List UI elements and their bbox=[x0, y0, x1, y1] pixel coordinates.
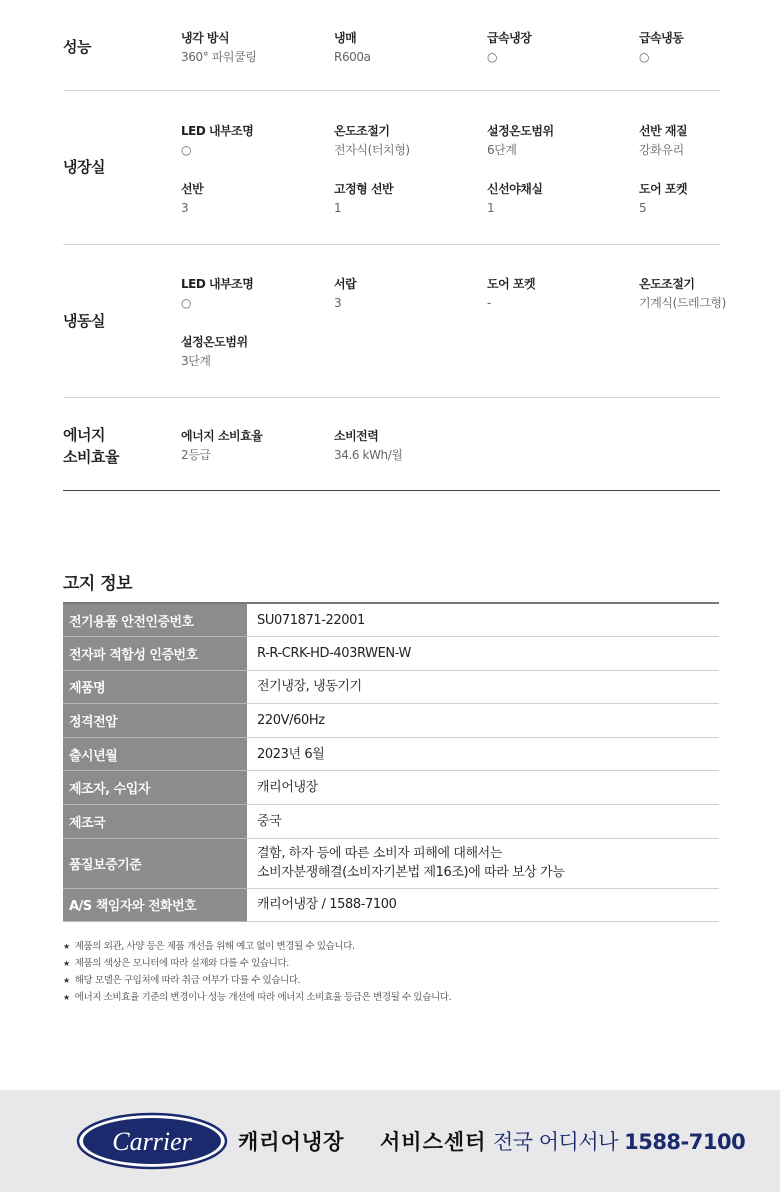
notice-label: 품질보증기준 bbox=[63, 838, 247, 888]
note-item bbox=[63, 989, 723, 1006]
section-title: 냉동실 bbox=[63, 312, 105, 330]
spec-label: LED 내부조명 bbox=[181, 124, 254, 138]
notice-value: R-R-CRK-HD-403RWEN-W bbox=[247, 637, 719, 671]
spec-label: LED 내부조명 bbox=[181, 277, 254, 291]
section-title: 냉장실 bbox=[63, 158, 105, 176]
spec-item bbox=[181, 334, 331, 369]
note-text: 제품의 외관, 사양 등은 제품 개선을 위해 예고 없이 변경될 수 있습니다. bbox=[74, 941, 355, 952]
spec-item bbox=[334, 123, 484, 158]
notice-value: 캐리어냉장 bbox=[247, 771, 719, 805]
spec-item bbox=[487, 123, 637, 158]
spec-label: 선반 bbox=[181, 182, 204, 196]
spec-value: 360° 파워쿨링 bbox=[181, 50, 257, 64]
notice-label: 정격전압 bbox=[63, 704, 247, 738]
notice-table bbox=[63, 602, 719, 922]
brand-name: 캐리어냉장 bbox=[238, 1130, 345, 1154]
section-title: 에너지 소비효율 bbox=[63, 426, 119, 466]
spec-label: 소비전력 bbox=[334, 429, 379, 443]
phone-number: 1588-7100 bbox=[624, 1130, 746, 1154]
spec-label: 급속냉동 bbox=[639, 31, 684, 45]
notice-value: 캐리어냉장 / 1588-7100 bbox=[247, 888, 719, 922]
call-prefix: 전국 어디서나 bbox=[493, 1130, 618, 1154]
spec-value: ○ bbox=[639, 50, 650, 64]
notice-label: 전자파 적합성 인증번호 bbox=[63, 637, 247, 671]
spec-item bbox=[334, 181, 484, 216]
notice-value: 2023년 6월 bbox=[247, 737, 719, 771]
spec-item bbox=[639, 181, 780, 216]
note-item bbox=[63, 955, 723, 972]
spec-label: 냉각 방식 bbox=[181, 31, 230, 45]
note-item bbox=[63, 972, 723, 989]
spec-section-performance bbox=[63, 0, 720, 91]
spec-label: 설정온도범위 bbox=[487, 124, 554, 138]
spec-value: 전자식(터치형) bbox=[334, 143, 410, 157]
spec-value: 3단계 bbox=[181, 354, 211, 368]
spec-value: ○ bbox=[487, 50, 498, 64]
spec-value: 1 bbox=[487, 201, 495, 215]
spec-section-freezer bbox=[63, 245, 726, 398]
spec-item bbox=[334, 428, 484, 463]
spec-item bbox=[181, 181, 331, 216]
spec-label: 고정형 선반 bbox=[334, 182, 394, 196]
notice-value: SU071871-22001 bbox=[247, 603, 719, 637]
spec-value: 2등급 bbox=[181, 448, 211, 462]
spec-label: 설정온도범위 bbox=[181, 335, 248, 349]
spec-section-energy bbox=[63, 398, 720, 491]
star-icon: ★ bbox=[63, 959, 70, 968]
spec-item bbox=[639, 30, 780, 65]
logo-text: Carrier bbox=[112, 1127, 192, 1156]
table-row bbox=[63, 670, 719, 704]
spec-label: 냉매 bbox=[334, 31, 357, 45]
section-title: 성능 bbox=[63, 38, 91, 56]
notice-value: 220V/60Hz bbox=[247, 704, 719, 738]
spec-label: 서랍 bbox=[334, 277, 357, 291]
spec-value: 5 bbox=[639, 201, 647, 215]
spec-value: 강화유리 bbox=[639, 143, 684, 157]
notice-label: A/S 책임자와 전화번호 bbox=[63, 888, 247, 922]
spec-item bbox=[334, 276, 484, 311]
spec-label: 신선야채실 bbox=[487, 182, 543, 196]
table-row bbox=[63, 737, 719, 771]
spec-label: 에너지 소비효율 bbox=[181, 429, 263, 443]
spec-value: ○ bbox=[181, 143, 192, 157]
spec-item bbox=[487, 181, 637, 216]
notice-label: 제조자, 수입자 bbox=[63, 771, 247, 805]
spec-value: 3 bbox=[334, 296, 342, 310]
spec-value: R600a bbox=[334, 50, 371, 64]
carrier-logo bbox=[76, 1112, 228, 1170]
spec-label: 도어 포켓 bbox=[487, 277, 536, 291]
spec-label: 선반 재질 bbox=[639, 124, 688, 138]
table-row bbox=[63, 888, 719, 922]
table-row bbox=[63, 637, 719, 671]
spec-label: 도어 포켓 bbox=[639, 182, 688, 196]
table-row bbox=[63, 771, 719, 805]
spec-item bbox=[639, 123, 780, 158]
spec-item bbox=[181, 428, 331, 463]
spec-label: 급속냉장 bbox=[487, 31, 532, 45]
spec-section-fridge bbox=[63, 91, 720, 245]
table-row bbox=[63, 704, 719, 738]
spec-label: 온도조절기 bbox=[334, 124, 390, 138]
note-item bbox=[63, 938, 723, 955]
spec-value: 1 bbox=[334, 201, 342, 215]
notice-title: 고지 정보 bbox=[63, 574, 133, 594]
spec-value: 6단계 bbox=[487, 143, 517, 157]
notice-label: 제조국 bbox=[63, 805, 247, 839]
service-center-label: 서비스센터 bbox=[380, 1130, 487, 1154]
note-text: 해당 모델은 구입처에 따라 취급 여부가 다를 수 있습니다. bbox=[74, 975, 301, 986]
notice-value: 중국 bbox=[247, 805, 719, 839]
table-row bbox=[63, 603, 719, 637]
spec-item bbox=[181, 123, 331, 158]
spec-item bbox=[181, 276, 331, 311]
notes-list bbox=[63, 938, 723, 1006]
notice-label: 전기용품 안전인증번호 bbox=[63, 603, 247, 637]
call-info bbox=[493, 1126, 745, 1156]
spec-value: 3 bbox=[181, 201, 189, 215]
star-icon: ★ bbox=[63, 993, 70, 1002]
table-row bbox=[63, 838, 719, 888]
spec-value: - bbox=[487, 296, 491, 310]
spec-item bbox=[334, 30, 484, 65]
spec-item bbox=[639, 276, 780, 311]
spec-item bbox=[487, 30, 637, 65]
spec-item bbox=[181, 30, 331, 65]
note-text: 제품의 색상은 모니터에 따라 실제와 다를 수 있습니다. bbox=[74, 958, 289, 969]
star-icon: ★ bbox=[63, 976, 70, 985]
spec-value: ○ bbox=[181, 296, 192, 310]
spec-value: 기계식(드레그형) bbox=[639, 296, 726, 310]
spec-item bbox=[487, 276, 637, 311]
notice-label: 출시년월 bbox=[63, 737, 247, 771]
spec-value: 34.6 kWh/월 bbox=[334, 448, 403, 462]
notice-value: 전기냉장, 냉동기기 bbox=[247, 670, 719, 704]
notice-label: 제품명 bbox=[63, 670, 247, 704]
star-icon: ★ bbox=[63, 942, 70, 951]
table-row bbox=[63, 805, 719, 839]
notice-value: 결함, 하자 등에 따른 소비자 피해에 대해서는 소비자분쟁해결(소비자기본법 제16조)에 따라 보상 가능 bbox=[247, 838, 719, 888]
note-text: 에너지 소비효율 기준의 변경이나 성능 개선에 따라 에너지 소비효율 등급은 변경될 수 있습니다. bbox=[74, 992, 452, 1003]
footer-banner bbox=[0, 1090, 780, 1192]
spec-label: 온도조절기 bbox=[639, 277, 695, 291]
